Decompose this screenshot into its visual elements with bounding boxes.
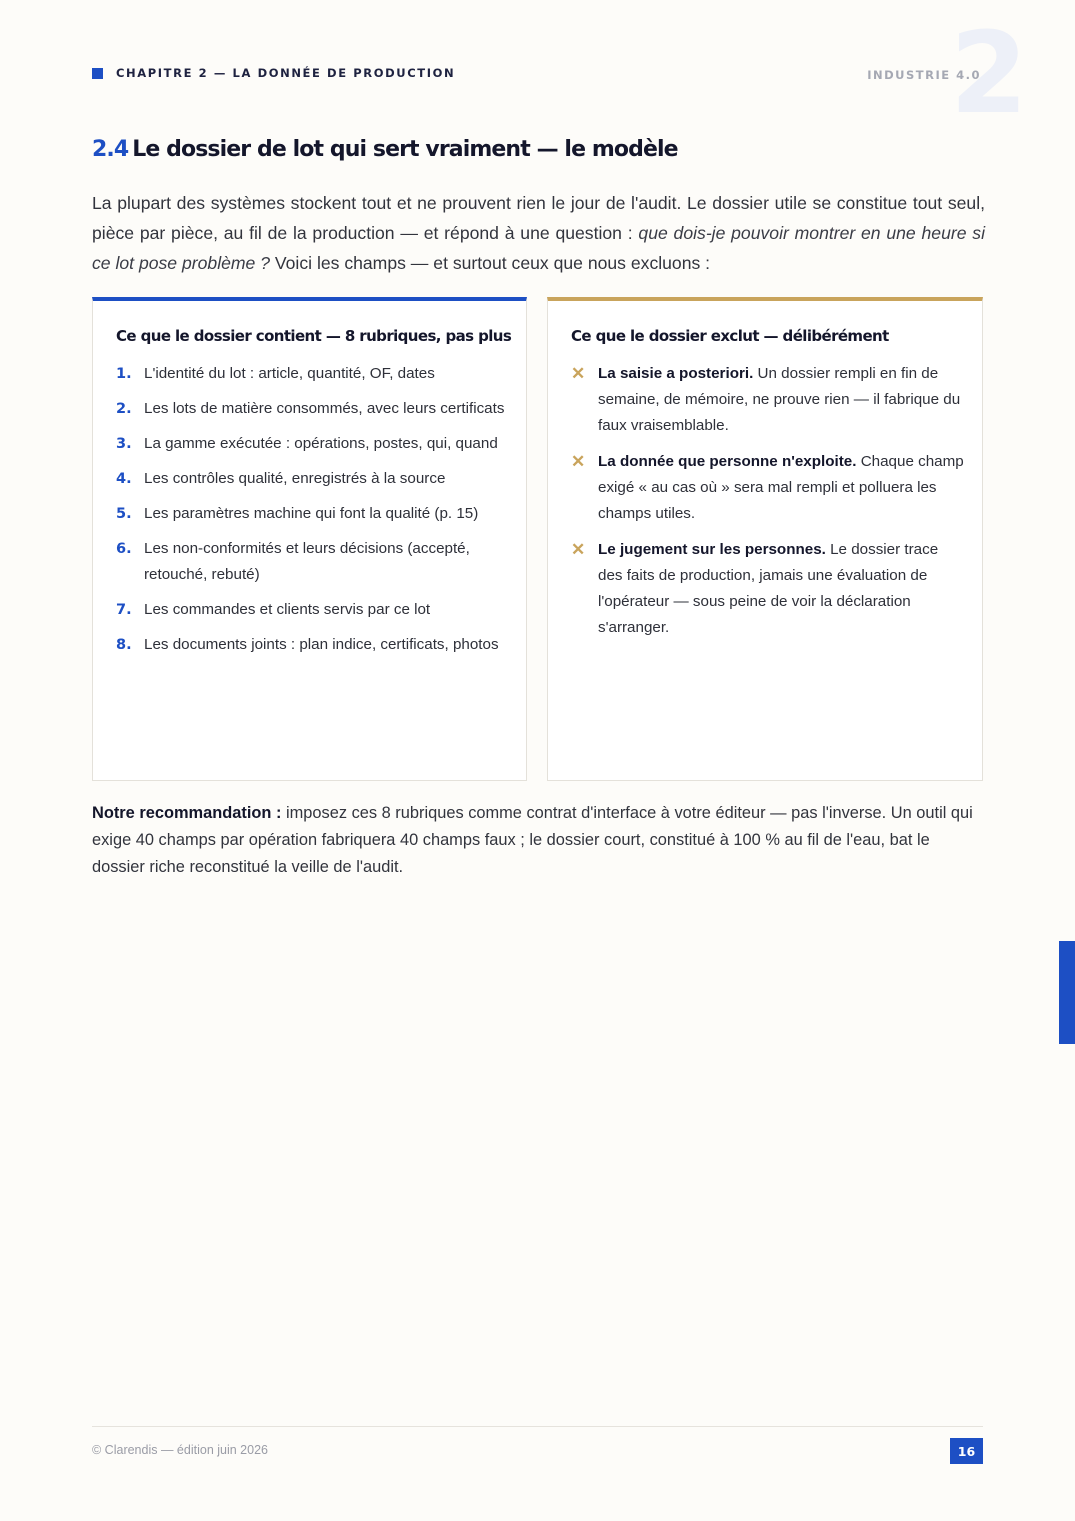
contains-list bbox=[116, 361, 511, 667]
list-item bbox=[571, 361, 966, 439]
chapter-label: CHAPITRE 2 — LA DONNÉE DE PRODUCTION bbox=[116, 66, 456, 80]
list-item bbox=[116, 597, 511, 623]
section-number: 2.4 bbox=[92, 137, 129, 162]
intro-paragraph bbox=[92, 188, 985, 278]
item-number: 1. bbox=[116, 366, 132, 382]
footer-divider bbox=[92, 1426, 983, 1427]
list-item bbox=[116, 632, 511, 658]
item-text: Les commandes et clients servis par ce lot bbox=[144, 601, 431, 618]
recommendation-label: Notre recommandation : bbox=[92, 804, 282, 822]
recommendation-text: imposez ces 8 rubriques comme contrat d'interface à votre éditeur — pas l'inverse. Un outil qui exige 40 champs par opération fabriquera 40 champs faux ; le dossier court, constitué à 100 % au fil de l'eau, bat le dossier riche reconstitué la veille de l'audit. bbox=[92, 804, 973, 876]
item-text: Les lots de matière consommés, avec leurs certificats bbox=[144, 400, 505, 417]
item-text: Les non-conformités et leurs décisions (accepté, retouché, rebuté) bbox=[144, 540, 470, 583]
section-title-text: Le dossier de lot qui sert vraiment — le modèle bbox=[132, 137, 678, 162]
list-item bbox=[571, 449, 966, 527]
chapter-number-watermark: 2 bbox=[950, 9, 1028, 139]
list-item bbox=[116, 361, 511, 387]
item-number: 4. bbox=[116, 471, 132, 487]
list-item bbox=[116, 536, 511, 588]
cross-icon: ✕ bbox=[571, 364, 586, 383]
item-text: Les documents joints : plan indice, certificats, photos bbox=[144, 636, 499, 653]
excludes-panel-title: Ce que le dossier exclut — délibérément bbox=[571, 327, 889, 345]
list-item bbox=[116, 466, 511, 492]
contains-panel bbox=[92, 297, 527, 781]
section-title bbox=[92, 137, 992, 162]
item-number: 8. bbox=[116, 637, 132, 653]
item-number: 3. bbox=[116, 436, 132, 452]
item-text: Un dossier rempli en fin de semaine, de mémoire, ne prouve rien — il fabrique du faux vraisemblable. bbox=[598, 365, 961, 434]
item-text: Chaque champ exigé « au cas où » sera mal rempli et polluera les champs utiles. bbox=[598, 453, 964, 522]
contains-panel-title: Ce que le dossier contient — 8 rubriques, pas plus bbox=[116, 327, 512, 345]
item-text: L'identité du lot : article, quantité, OF, dates bbox=[144, 365, 435, 382]
item-number: 5. bbox=[116, 506, 132, 522]
cross-icon: ✕ bbox=[571, 540, 586, 559]
excludes-panel bbox=[547, 297, 983, 781]
list-item bbox=[116, 431, 511, 457]
item-lead: Le jugement sur les personnes. bbox=[598, 541, 826, 558]
cross-icon: ✕ bbox=[571, 452, 586, 471]
footer-copyright: © Clarendis — édition juin 2026 bbox=[92, 1443, 268, 1457]
excludes-list bbox=[571, 361, 966, 651]
item-lead: La saisie a posteriori. bbox=[598, 365, 754, 382]
chapter-side-tab bbox=[1059, 941, 1075, 1044]
recommendation-paragraph bbox=[92, 800, 985, 881]
item-number: 7. bbox=[116, 602, 132, 618]
brand-label: INDUSTRIE 4.0 bbox=[867, 68, 981, 82]
item-lead: La donnée que personne n'exploite. bbox=[598, 453, 857, 470]
chapter-marker-square bbox=[92, 68, 103, 79]
item-number: 2. bbox=[116, 401, 132, 417]
intro-question: que dois-je pouvoir montrer en une heure si ce lot pose problème ? bbox=[92, 223, 985, 273]
intro-text-before: La plupart des systèmes stockent tout et ne prouvent rien le jour de l'audit. Le dossier utile se constitue tout seul, pièce par pièce, au fil de la production — et répond à une question : bbox=[92, 193, 985, 243]
item-text: La gamme exécutée : opérations, postes, qui, quand bbox=[144, 435, 498, 452]
item-text: Le dossier trace des faits de production, jamais une évaluation de l'opérateur — sous peine de voir la déclaration s'arranger. bbox=[598, 541, 939, 636]
item-number: 6. bbox=[116, 541, 132, 557]
list-item bbox=[571, 537, 966, 641]
list-item bbox=[116, 396, 511, 422]
item-text: Les paramètres machine qui font la qualité (p. 15) bbox=[144, 505, 479, 522]
list-item bbox=[116, 501, 511, 527]
intro-text-after: Voici les champs — et surtout ceux que nous excluons : bbox=[270, 253, 711, 273]
page-number-badge: 16 bbox=[950, 1438, 983, 1464]
item-text: Les contrôles qualité, enregistrés à la source bbox=[144, 470, 446, 487]
